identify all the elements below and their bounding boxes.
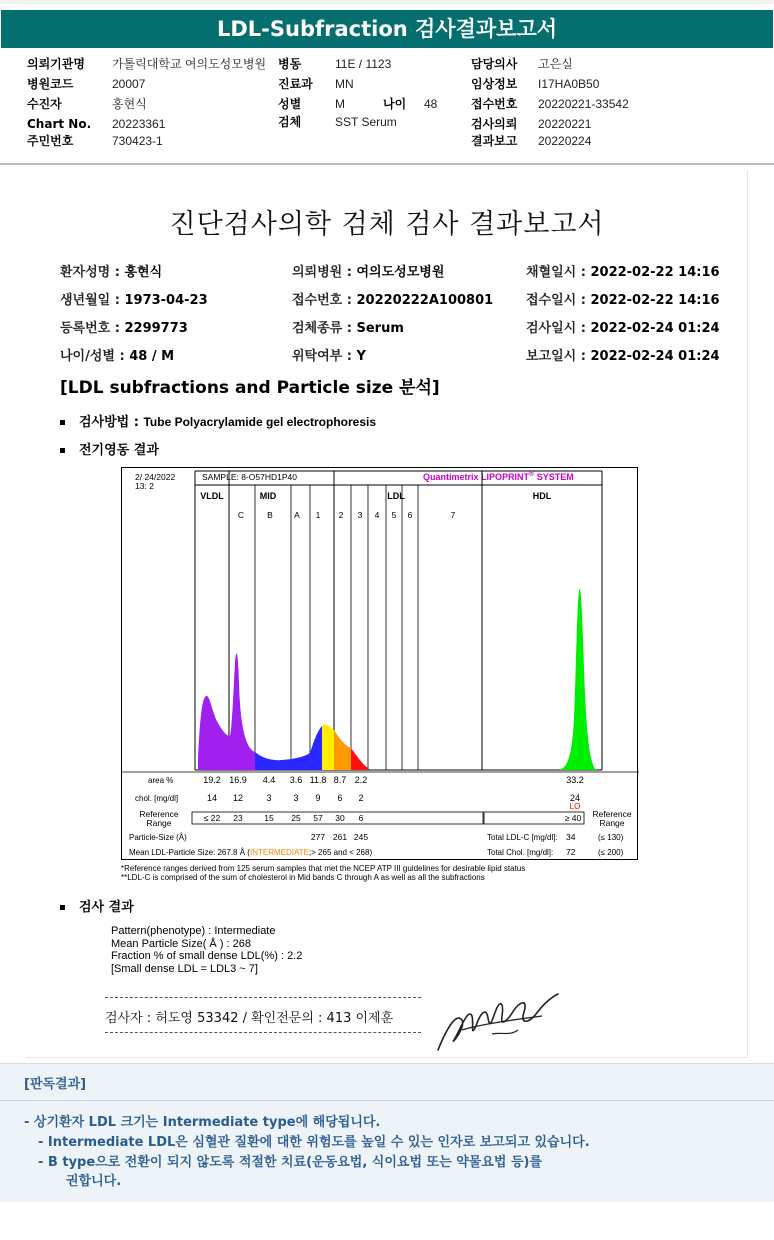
group-label: HDL — [532, 491, 552, 501]
particle-value: 277 — [310, 832, 326, 842]
band-label: 4 — [374, 510, 380, 520]
field-value: 48 / M — [129, 349, 175, 364]
divider — [105, 1032, 421, 1033]
meta-value: M — [335, 97, 345, 111]
meta-value: MN — [335, 77, 354, 91]
band-label: 7 — [450, 510, 456, 520]
ref-label: Range — [599, 818, 625, 828]
patient-field — [526, 345, 720, 364]
row-label: Particle-Size (Å) — [129, 833, 187, 842]
brand-text: Quantimetrix LIPOPRINT — [423, 472, 530, 482]
field-label: 등록번호 : — [60, 321, 125, 336]
field-value: 2022-02-24 01:24 — [590, 349, 720, 364]
meta-value: SST Serum — [335, 115, 397, 129]
field-label: 생년월일 : — [60, 293, 125, 308]
result-line: [Small dense LDL = LDL3 ~ 7] — [111, 962, 258, 975]
peak-mid-a — [310, 726, 322, 770]
field-label: 접수일시 : — [526, 293, 591, 308]
patient-field — [526, 317, 720, 336]
field-value: 2022-02-24 01:24 — [590, 321, 720, 336]
chol-value: 9 — [315, 793, 321, 803]
band-label: 3 — [357, 510, 363, 520]
field-label: 접수번호 : — [292, 293, 357, 308]
total-ldl-label: Total LDL-C [mg/dl]: — [487, 833, 558, 842]
top-strip — [0, 0, 774, 4]
meta-value: 고은실 — [538, 57, 573, 71]
band-label: 5 — [391, 510, 397, 520]
field-value: Serum — [356, 321, 404, 336]
meta-value: 20007 — [112, 77, 146, 91]
group-label: LDL — [387, 491, 405, 501]
page-title: LDL-Subfraction 검사결과보고서 — [1, 10, 773, 48]
band-dividers — [229, 471, 602, 770]
meta-label: 임상정보 — [471, 77, 518, 91]
field-label: 환자성명 : — [60, 265, 125, 280]
meta-label: 수진자 — [27, 97, 62, 111]
divider — [0, 163, 774, 165]
meta-value: 20220221-33542 — [538, 97, 629, 111]
hdl-ref: ≥ 40 — [564, 813, 582, 823]
band-label: 1 — [315, 510, 321, 520]
signature-line: 검사자 : 허도영 53342 / 확인전문의 : 413 이제훈 — [105, 1011, 394, 1026]
report-title: 진단검사의학 검체 검사 결과보고서 — [169, 209, 605, 240]
area-value: 4.4 — [262, 775, 276, 785]
total-chol-label: Total Chol. [mg/dl]: — [487, 848, 554, 857]
peak-ldl-1 — [322, 725, 334, 770]
patient-field — [292, 261, 444, 280]
patient-field — [60, 317, 188, 336]
field-label: 검사일시 : — [526, 321, 591, 336]
total-chol-value: 72 — [566, 847, 576, 857]
bullet-icon — [60, 448, 65, 453]
electrophoresis-heading — [60, 439, 159, 458]
field-value: 여의도성모병원 — [356, 265, 445, 280]
band-label: A — [294, 510, 300, 520]
result-text — [111, 925, 302, 975]
meta-label: 성별 — [278, 97, 302, 111]
electrophoresis-peaks — [198, 589, 596, 770]
field-value: 2299773 — [124, 321, 188, 336]
meta-label: 병동 — [278, 57, 302, 71]
meta-value: 11E / 1123 — [335, 57, 392, 71]
meta-label: 병원코드 — [27, 77, 74, 91]
group-label: MID — [259, 491, 277, 501]
meta-value: 20223361 — [112, 117, 166, 131]
chart-sample: SAMPLE: 8-O57HD1P40 — [202, 472, 297, 482]
area-value: 19.2 — [203, 775, 221, 785]
interpretation-line: - B type으로 전환이 되지 않도록 적절한 치료(운동요법, 식이요법 또는 약물요법 등)를 — [38, 1155, 543, 1170]
result-rows — [122, 772, 639, 857]
area-value: 8.7 — [333, 775, 347, 785]
method-label: 검사방법 : — [79, 415, 144, 430]
field-value: 홍현식 — [124, 265, 163, 280]
patient-field — [60, 261, 162, 280]
meta-value: I17HA0B50 — [538, 77, 600, 91]
meta-label: 검사의뢰 — [471, 117, 518, 131]
field-value: Y — [356, 349, 366, 364]
result-line: Pattern(phenotype) : Intermediate — [111, 925, 276, 937]
chart-footnotes — [121, 864, 525, 882]
meta-label: 진료과 — [278, 77, 313, 91]
band-label: B — [267, 510, 273, 520]
band-labels — [238, 510, 456, 520]
meta-value: 가톨릭대학교 여의도성모병원 — [112, 57, 267, 71]
chol-value: 3 — [266, 793, 272, 803]
total-chol-ref: (≤ 200) — [598, 848, 624, 857]
ref-value: 6 — [358, 813, 364, 823]
hdl-flag: LO — [569, 802, 581, 811]
meta-value: 홍현식 — [112, 97, 147, 111]
band-label: 6 — [407, 510, 413, 520]
meta-label: 검체 — [278, 115, 302, 129]
chart-time: 13: 2 — [135, 481, 154, 491]
brand-sup: ® — [529, 471, 535, 478]
area-value: 11.8 — [309, 775, 327, 785]
section-title: [LDL subfractions and Particle size 분석] — [60, 378, 440, 398]
peak-mid-c — [230, 653, 255, 770]
divider — [0, 1100, 774, 1101]
row-label: area % — [148, 776, 174, 785]
meta-label: 접수번호 — [471, 97, 518, 111]
hdl-area: 33.2 — [566, 775, 584, 785]
total-ldl-ref: (≤ 130) — [598, 833, 624, 842]
meta-value: 48 — [424, 97, 438, 111]
bullet-icon — [60, 905, 65, 910]
meta-value: 730423-1 — [112, 134, 163, 148]
handwritten-signature — [432, 990, 562, 1056]
chart-svg — [122, 468, 639, 861]
ref-value: 15 — [264, 813, 274, 823]
group-label: VLDL — [200, 491, 224, 501]
meta-label: 주민번호 — [27, 134, 74, 148]
electrophoresis-label: 전기영동 결과 — [79, 443, 159, 458]
request-info — [0, 55, 774, 155]
field-value: 2022-02-22 14:16 — [590, 293, 720, 308]
chol-value: 3 — [293, 793, 299, 803]
area-value: 2.2 — [354, 775, 368, 785]
chart-brand — [423, 470, 574, 482]
field-value: 2022-02-22 14:16 — [590, 265, 720, 280]
method-line — [60, 411, 376, 430]
result-label: 검사 결과 — [79, 900, 134, 915]
ref-label: Reference — [592, 809, 632, 819]
field-label: 보고일시 : — [526, 349, 591, 364]
particle-value: 245 — [353, 832, 369, 842]
patient-field — [292, 345, 366, 364]
result-heading — [60, 896, 134, 915]
mean-range: ;> 265 and < 268) — [308, 848, 373, 857]
band-label: C — [237, 510, 245, 520]
ref-value: 23 — [233, 813, 243, 823]
mean-paren: ( — [247, 848, 250, 857]
mean-value: 267.8 Å — [217, 848, 248, 857]
field-label: 검체종류 : — [292, 321, 357, 336]
method-value: Tube Polyacrylamide gel electrophoresis — [143, 415, 377, 429]
interpretation-line: 권합니다. — [66, 1174, 122, 1189]
field-label: 위탁여부 : — [292, 349, 357, 364]
meta-value: 20220221 — [538, 117, 592, 131]
patient-field — [60, 289, 208, 308]
ref-value: 57 — [313, 813, 323, 823]
field-value: 20220222A100801 — [356, 293, 494, 308]
particle-value: 261 — [332, 832, 348, 842]
meta-label: 결과보고 — [471, 134, 518, 148]
interpretation-title: [판독결과] — [24, 1077, 87, 1092]
chol-value: 12 — [232, 793, 244, 803]
meta-label: 담당의사 — [471, 57, 518, 71]
patient-field — [292, 289, 493, 308]
ref-value: 25 — [291, 813, 301, 823]
chol-value: 6 — [337, 793, 343, 803]
band-label: 2 — [338, 510, 344, 520]
chart-date: 2/ 24/2022 — [135, 472, 176, 482]
peak-vldl — [198, 696, 230, 770]
meta-value: 20220224 — [538, 134, 592, 148]
patient-field — [60, 345, 174, 364]
chol-value: 14 — [206, 793, 218, 803]
peak-mid-b — [255, 752, 310, 770]
meta-label: Chart No. — [27, 117, 92, 131]
hdl-chol: 24 — [569, 793, 581, 803]
meta-label: 나이 — [383, 97, 407, 111]
divider — [105, 997, 421, 998]
total-ldl-value: 34 — [566, 832, 576, 842]
field-label: 의뢰병원 : — [292, 265, 357, 280]
peak-hdl — [559, 589, 596, 770]
meta-label: 의뢰기관명 — [27, 57, 85, 71]
mean-particle-size — [129, 848, 372, 857]
patient-field — [526, 289, 720, 308]
mean-label: Mean LDL-Particle Size: — [129, 848, 218, 857]
ref-value: ≤ 22 — [203, 813, 221, 823]
patient-field — [292, 317, 404, 336]
peak-ldl-3 — [351, 748, 368, 770]
interpretation-line: - Intermediate LDL은 심혈관 질환에 대한 위험도를 높일 수 있는 인자로 보고되고 있습니다. — [38, 1135, 590, 1150]
interpretation-line: - 상기환자 LDL 크기는 Intermediate type에 해당됩니다. — [24, 1115, 381, 1130]
brand-tail: SYSTEM — [534, 472, 574, 482]
field-label: 채혈일시 : — [526, 265, 591, 280]
ref-label: Range — [146, 818, 172, 828]
ref-value: 30 — [335, 813, 345, 823]
result-line: Fraction % of small dense LDL(%) : 2.2 — [111, 950, 303, 962]
area-value: 3.6 — [289, 775, 303, 785]
result-line: Mean Particle Size( Å ) : 268 — [111, 937, 252, 950]
row-label: chol. [mg/dl] — [135, 794, 179, 803]
chol-value: 2 — [358, 793, 364, 803]
peak-ldl-2 — [334, 730, 351, 770]
footnote: **LDL-C is comprised of the sum of cholesterol in Mid bands C through A as well as all the subfractions — [121, 873, 485, 882]
patient-field — [526, 261, 720, 280]
ref-label: Reference — [139, 809, 179, 819]
area-value: 16.9 — [229, 775, 247, 785]
footnote: *Reference ranges derived from 125 serum samples that met the NCEP ATP III guidelines for desirable lipid status — [121, 864, 526, 873]
mean-flag: INTERMEDIATE — [249, 848, 309, 857]
lipoprint-chart — [121, 467, 638, 860]
field-label: 나이/성별 : — [60, 349, 130, 364]
bullet-icon — [60, 420, 65, 425]
group-labels — [200, 491, 551, 501]
field-value: 1973-04-23 — [124, 293, 208, 308]
